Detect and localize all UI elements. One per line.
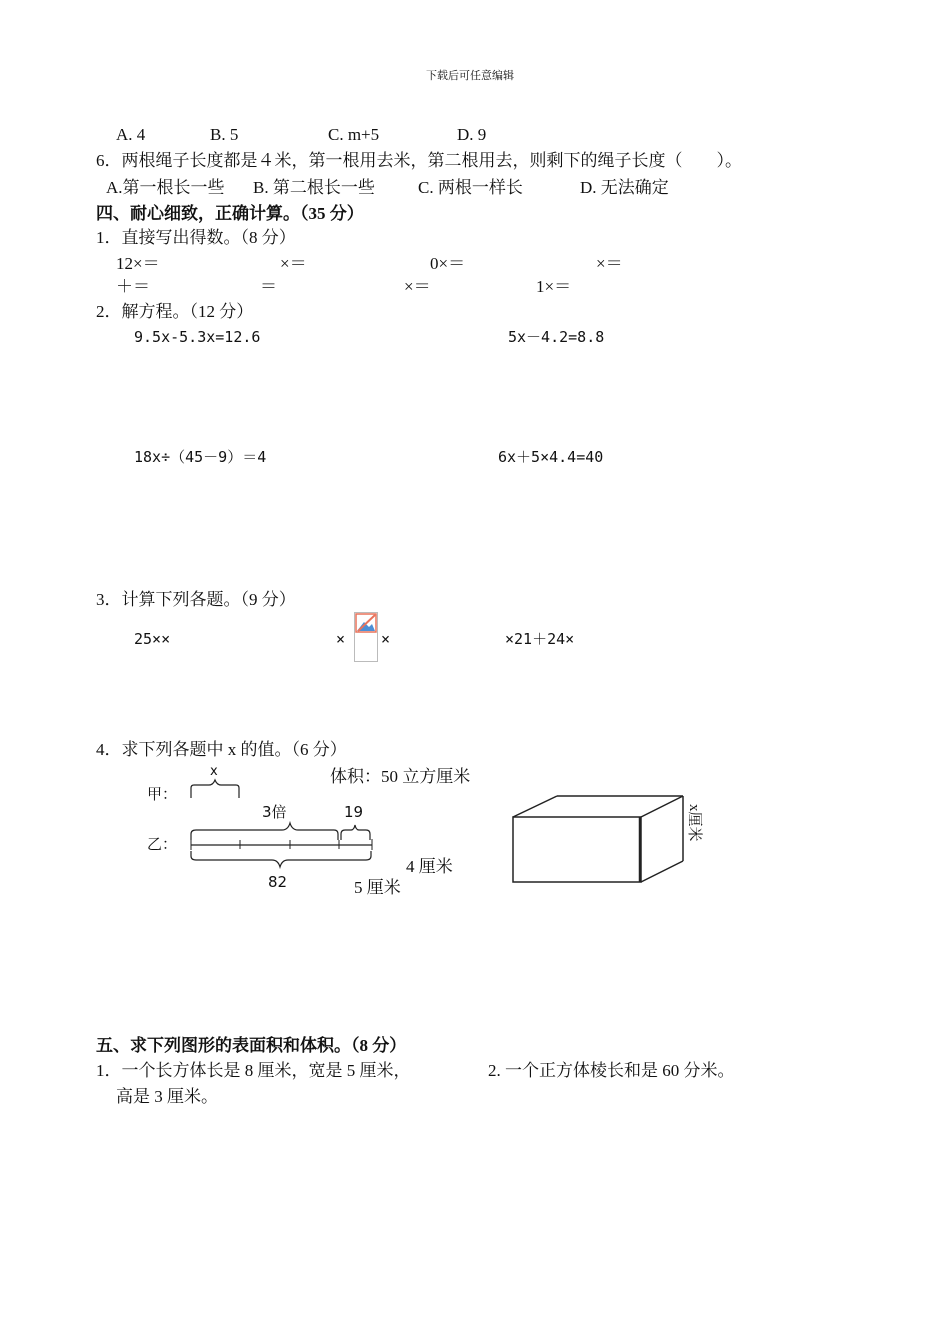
s4-p3-title: 3．计算下列各题。（9 分） (96, 590, 296, 609)
calc-1: 25×× (134, 630, 171, 648)
n82-label: 82 (268, 873, 288, 891)
p1-r2-c4: 1×＝ (536, 277, 572, 296)
q5-option-a: A. 4 (116, 125, 146, 144)
p1-r1-c2: ×＝ (280, 254, 307, 273)
s5-q1-line2: 高是 3 厘米。 (116, 1087, 218, 1106)
p1-r2-c3: ×＝ (404, 277, 431, 296)
equation-3: 18x÷（45－9）＝4 (134, 448, 267, 466)
calc-2b: × (381, 630, 391, 648)
q5-option-d: D. 9 (457, 125, 487, 144)
q6-option-b: B. 第二根长一些 (253, 178, 375, 197)
jia-label: 甲： (147, 785, 178, 803)
q5-option-b: B. 5 (210, 125, 239, 144)
header-note: 下载后可任意编辑 (426, 70, 514, 82)
q6-question: 6．两根绳子长度都是４米，第一根用去米，第二根用去，则剩下的绳子长度（ ）。 (96, 151, 742, 170)
s4-p1-title: 1．直接写出得数。（8 分） (96, 228, 296, 247)
n19-label: 19 (344, 803, 364, 821)
p1-r2-c1: ＋＝ (116, 277, 150, 296)
times-label: 3倍 (262, 803, 287, 821)
jia-x-label: x (210, 764, 218, 779)
section5-title: 五、求下列图形的表面积和体积。（8 分） (96, 1036, 407, 1055)
equation-1: 9.5x-5.3x=12.6 (134, 328, 261, 346)
calc-3: ×21＋24× (505, 630, 575, 648)
length-label: 5 厘米 (354, 878, 401, 897)
s4-p4-title: 4．求下列各题中 x 的值。（6 分） (96, 740, 347, 759)
p1-r2-c2: ＝ (260, 277, 277, 296)
yi-label: 乙： (147, 835, 178, 853)
section4-title: 四、耐心细致，正确计算。（35 分） (96, 204, 364, 223)
equation-2: 5x－4.2=8.8 (508, 328, 605, 346)
p1-r1-c4: ×＝ (596, 254, 623, 273)
s4-p2-title: 2．解方程。（12 分） (96, 302, 254, 321)
volume-label: 体积：50 立方厘米 (330, 767, 471, 786)
equation-4: 6x＋5×4.4=40 (498, 448, 604, 466)
width-label: 4 厘米 (406, 857, 453, 876)
height-label: x厘米 (686, 804, 702, 842)
s5-q2: 2. 一个正方体棱长和是 60 分米。 (488, 1061, 735, 1080)
q6-option-c: C. 两根一样长 (418, 178, 523, 197)
s5-q1-line1: 1．一个长方体长是 8 厘米，宽是 5 厘米， (96, 1061, 411, 1080)
calc-2a: × (336, 630, 346, 648)
q5-option-c: C. m+5 (328, 125, 380, 144)
p1-r1-c3: 0×＝ (430, 254, 466, 273)
q6-option-d: D. 无法确定 (580, 178, 669, 197)
q6-option-a: A.第一根长一些 (106, 178, 225, 197)
p1-r1-c1: 12×＝ (116, 254, 160, 273)
